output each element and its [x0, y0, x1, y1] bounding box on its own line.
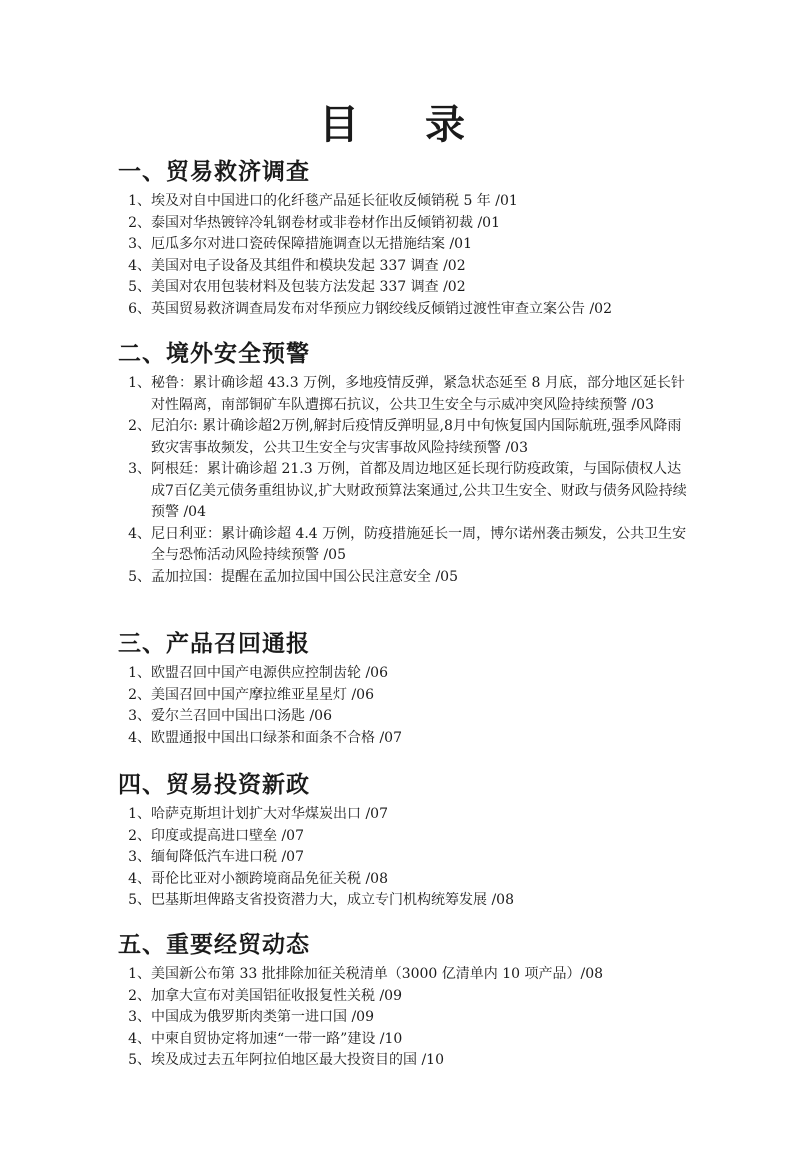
- toc-item[interactable]: [118, 847, 718, 869]
- section-heading: 四、贸易投资新政: [118, 771, 310, 798]
- section-heading: 三、产品召回通报: [118, 630, 310, 657]
- section-product-recall: [118, 629, 718, 749]
- item-number: 3、: [128, 849, 151, 865]
- item-number: 2、: [128, 827, 151, 844]
- item-number: 3、: [128, 708, 151, 724]
- item-number: 2、: [128, 686, 151, 703]
- item-number: 5、: [128, 1052, 151, 1068]
- item-number: 1、: [128, 806, 151, 822]
- item-text: 秘鲁：累计确诊超 43.3 万例，多地疫情反弹，紧急状态延至 8 月底，部分地区延长针对性隔离，南部铜矿车队遭掷石抗议，公共卫生安全与示威冲突风险持续预警 /03: [151, 375, 685, 413]
- item-number: 2、: [128, 418, 151, 434]
- item-number: 4、: [128, 1030, 151, 1047]
- item-number: 1、: [128, 193, 151, 209]
- item-text: 中国成为俄罗斯肉类第一进口国 /09: [151, 1009, 374, 1025]
- item-number: 2、: [128, 987, 151, 1004]
- item-number: 3、: [128, 461, 151, 477]
- toc-item[interactable]: [118, 869, 718, 891]
- item-list: [118, 373, 718, 588]
- toc-item[interactable]: [118, 890, 718, 912]
- item-text: 哥伦比亚对小额跨境商品免征关税 /08: [151, 870, 388, 887]
- item-text: 哈萨克斯坦计划扩大对华煤炭出口 /07: [151, 806, 388, 822]
- section-heading: 二、境外安全预警: [118, 340, 310, 367]
- item-number: 4、: [128, 870, 151, 887]
- item-text: 阿根廷：累计确诊超 21.3 万例，首都及周边地区延长现行防疫政策，与国际债权人达成7百亿美元债务重组协议,扩大财政预算法案通过,公共卫生安全、财政与债务风险持续预警 /04: [151, 461, 687, 520]
- section-trade-news: [118, 930, 718, 1072]
- toc-item[interactable]: [118, 706, 718, 728]
- item-text: 埃及成过去五年阿拉伯地区最大投资目的国 /10: [151, 1052, 444, 1068]
- item-list: [118, 663, 718, 749]
- item-text: 欧盟通报中国出口绿茶和面条不合格 /07: [151, 729, 402, 746]
- item-number: 1、: [128, 966, 151, 982]
- section-heading: 五、重要经贸动态: [118, 931, 310, 958]
- toc-item[interactable]: [118, 524, 718, 567]
- toc-item[interactable]: [118, 416, 718, 459]
- toc-item[interactable]: [118, 191, 718, 213]
- item-text: 孟加拉国：提醒在孟加拉国中国公民注意安全 /05: [151, 568, 458, 585]
- item-text: 中柬自贸协定将加速“一带一路”建设 /10: [151, 1030, 403, 1047]
- item-text: 美国对电子设备及其组件和模块发起 337 调查 /02: [151, 257, 466, 274]
- item-number: 6、: [128, 300, 151, 317]
- item-number: 4、: [128, 257, 151, 274]
- item-number: 5、: [128, 892, 151, 908]
- item-text: 印度或提高进口壁垒 /07: [151, 827, 304, 844]
- toc-item[interactable]: [118, 728, 718, 750]
- item-text: 巴基斯坦俾路支省投资潜力大，成立专门机构统筹发展 /08: [151, 892, 514, 908]
- item-text: 欧盟召回中国产电源供应控制齿轮 /06: [151, 665, 388, 681]
- section-trade-remedy: [118, 157, 718, 320]
- toc-item[interactable]: [118, 277, 718, 299]
- item-text: 加拿大宣布对美国铝征收报复性关税 /09: [151, 987, 402, 1004]
- item-text: 厄瓜多尔对进口瓷砖保障措施调查以无措施结案 /01: [151, 236, 472, 252]
- toc-item[interactable]: [118, 986, 718, 1008]
- toc-item[interactable]: [118, 213, 718, 235]
- toc-item[interactable]: [118, 663, 718, 685]
- item-number: 5、: [128, 279, 151, 295]
- toc-item[interactable]: [118, 299, 718, 321]
- item-number: 1、: [128, 375, 151, 391]
- item-text: 泰国对华热镀锌冷轧钢卷材或非卷材作出反倾销初裁 /01: [151, 214, 500, 231]
- section-security-alert: [118, 339, 718, 588]
- item-text: 英国贸易救济调查局发布对华预应力钢绞线反倾销过渡性审查立案公告 /02: [151, 300, 612, 317]
- section-trade-policy: [118, 770, 718, 912]
- item-number: 5、: [128, 568, 151, 585]
- section-heading: 一、贸易救济调查: [118, 158, 310, 185]
- item-text: 美国召回中国产摩拉维亚星星灯 /06: [151, 686, 374, 703]
- toc-item[interactable]: [118, 1029, 718, 1051]
- item-number: 4、: [128, 729, 151, 746]
- item-text: 美国新公布第 33 批排除加征关税清单（3000 亿清单内 10 项产品）/08: [151, 966, 604, 982]
- item-text: 埃及对自中国进口的化纤毯产品延长征收反倾销税 5 年 /01: [151, 193, 518, 209]
- toc-item[interactable]: [118, 459, 718, 524]
- toc-item[interactable]: [118, 826, 718, 848]
- toc-item[interactable]: [118, 373, 718, 416]
- item-number: 2、: [128, 214, 151, 231]
- toc-item[interactable]: [118, 964, 718, 986]
- toc-item[interactable]: [118, 234, 718, 256]
- toc-item[interactable]: [118, 1007, 718, 1029]
- item-text: 爱尔兰召回中国出口汤匙 /06: [151, 708, 332, 724]
- toc-item[interactable]: [118, 567, 718, 589]
- toc-item[interactable]: [118, 1050, 718, 1072]
- item-list: [118, 804, 718, 912]
- item-number: 3、: [128, 1009, 151, 1025]
- toc-item[interactable]: [118, 256, 718, 278]
- item-text: 缅甸降低汽车进口税 /07: [151, 849, 304, 865]
- item-number: 1、: [128, 665, 151, 681]
- item-list: [118, 191, 718, 320]
- toc-item[interactable]: [118, 804, 718, 826]
- item-text: 尼日利亚：累计确诊超 4.4 万例，防疫措施延长一周，博尔诺州袭击频发，公共卫生安全与恐怖活动风险持续预警 /05: [151, 525, 687, 563]
- item-number: 3、: [128, 236, 151, 252]
- item-list: [118, 964, 718, 1072]
- toc-item[interactable]: [118, 685, 718, 707]
- page-title: 目 录: [319, 101, 491, 148]
- item-text: 美国对农用包装材料及包装方法发起 337 调查 /02: [151, 279, 466, 295]
- item-text: 尼泊尔: 累计确诊超2万例,解封后疫情反弹明显,8月中旬恢复国内国际航班,强季风降雨致灾害事故频发，公共卫生安全与灾害事故风险持续预警 /03: [151, 418, 682, 456]
- item-number: 4、: [128, 525, 151, 542]
